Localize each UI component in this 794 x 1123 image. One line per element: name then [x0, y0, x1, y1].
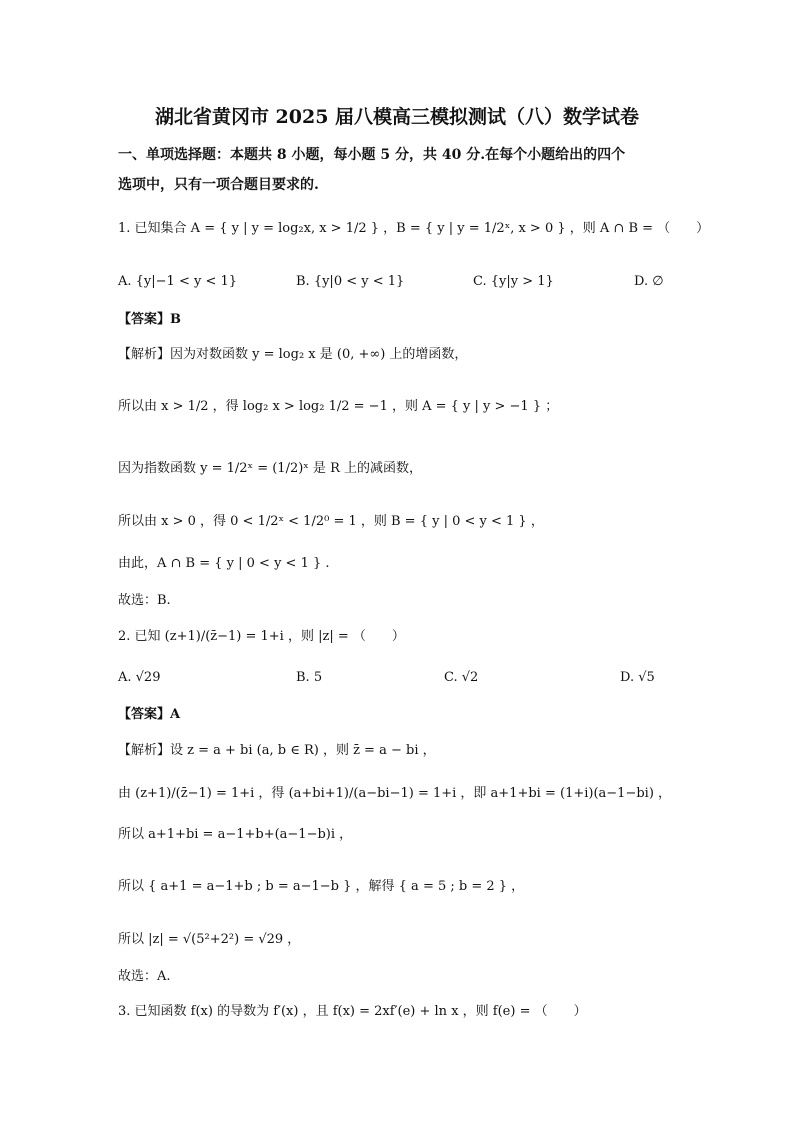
q2-option-c: C. √2 [444, 670, 479, 685]
q2-analysis-line: 由 (z+1)/(z̄−1) = 1+i ，得 (a+bi+1)/(a−bi−1) = 1+i ，即 a+1+bi = (1+i)(a−1−bi) ， [118, 786, 672, 801]
q1-option-c: C. {y|y > 1} [473, 274, 554, 289]
q1-analysis-line: 所以由 x > 0 ，得 0 < 1/2ˣ < 1/2⁰ = 1 ，则 B = { y | 0 < y < 1 } ， [118, 514, 544, 529]
q2-analysis-line: 所以 a+1+bi = a−1+b+(a−1−b)i ， [118, 827, 353, 842]
section-heading-line1: 一、单项选择题：本题共 8 小题，每小题 5 分，共 40 分.在每个小题给出的四个 [118, 147, 626, 163]
section-heading-line2: 选项中，只有一项合题目要求的. [118, 177, 319, 193]
q1-analysis-line: 因为指数函数 y = 1/2ˣ = (1/2)ˣ 是 R 上的减函数， [118, 461, 422, 476]
q1-option-a: A. {y|−1 < y < 1} [118, 274, 238, 289]
q1-option-b: B. {y|0 < y < 1} [296, 274, 405, 289]
question-1-stem: 1. 已知集合 A = { y | y = log₂x, x > 1/2 } ，B = { y | y = 1/2ˣ, x > 0 } ，则 A ∩ B = （ ） [118, 221, 710, 236]
q2-option-b: B. 5 [296, 670, 323, 685]
question-3-stem: 3. 已知函数 f(x) 的导数为 f′(x) ，且 f(x) = 2xf′(e) + ln x ，则 f(e) = （ ） [118, 1004, 587, 1019]
q2-analysis-line: 所以 |z| = √(5²+2²) = √29 ， [118, 932, 301, 947]
q2-analysis-line: 所以 { a+1 = a−1+b ; b = a−1−b } ，解得 { a = 5 ; b = 2 } ， [118, 879, 525, 894]
page-title: 湖北省黄冈市 2025 届八模高三模拟测试（八）数学试卷 [154, 106, 640, 128]
q2-answer: 【答案】A [118, 707, 181, 722]
q2-option-d: D. √5 [620, 670, 655, 685]
q1-analysis-line: 【解析】因为对数函数 y = log₂ x 是 (0, +∞) 上的增函数， [118, 347, 468, 362]
q2-analysis-line: 【解析】设 z = a + bi (a, b ∈ R) ，则 z̄ = a − bi ， [118, 743, 436, 758]
q1-analysis-line: 由此，A ∩ B = { y | 0 < y < 1 } . [118, 556, 330, 571]
q1-option-d: D. ∅ [634, 274, 664, 289]
q1-analysis-line: 所以由 x > 1/2 ，得 log₂ x > log₂ 1/2 = −1 ，则 A = { y | y > −1 } ； [118, 399, 559, 414]
q2-analysis-line: 故选：A. [118, 969, 171, 984]
q1-analysis-line: 故选：B. [118, 593, 171, 608]
question-2-stem: 2. 已知 (z+1)/(z̄−1) = 1+i ，则 |z| = （ ） [118, 629, 405, 644]
q1-answer: 【答案】B [118, 312, 181, 327]
q2-option-a: A. √29 [118, 670, 161, 685]
